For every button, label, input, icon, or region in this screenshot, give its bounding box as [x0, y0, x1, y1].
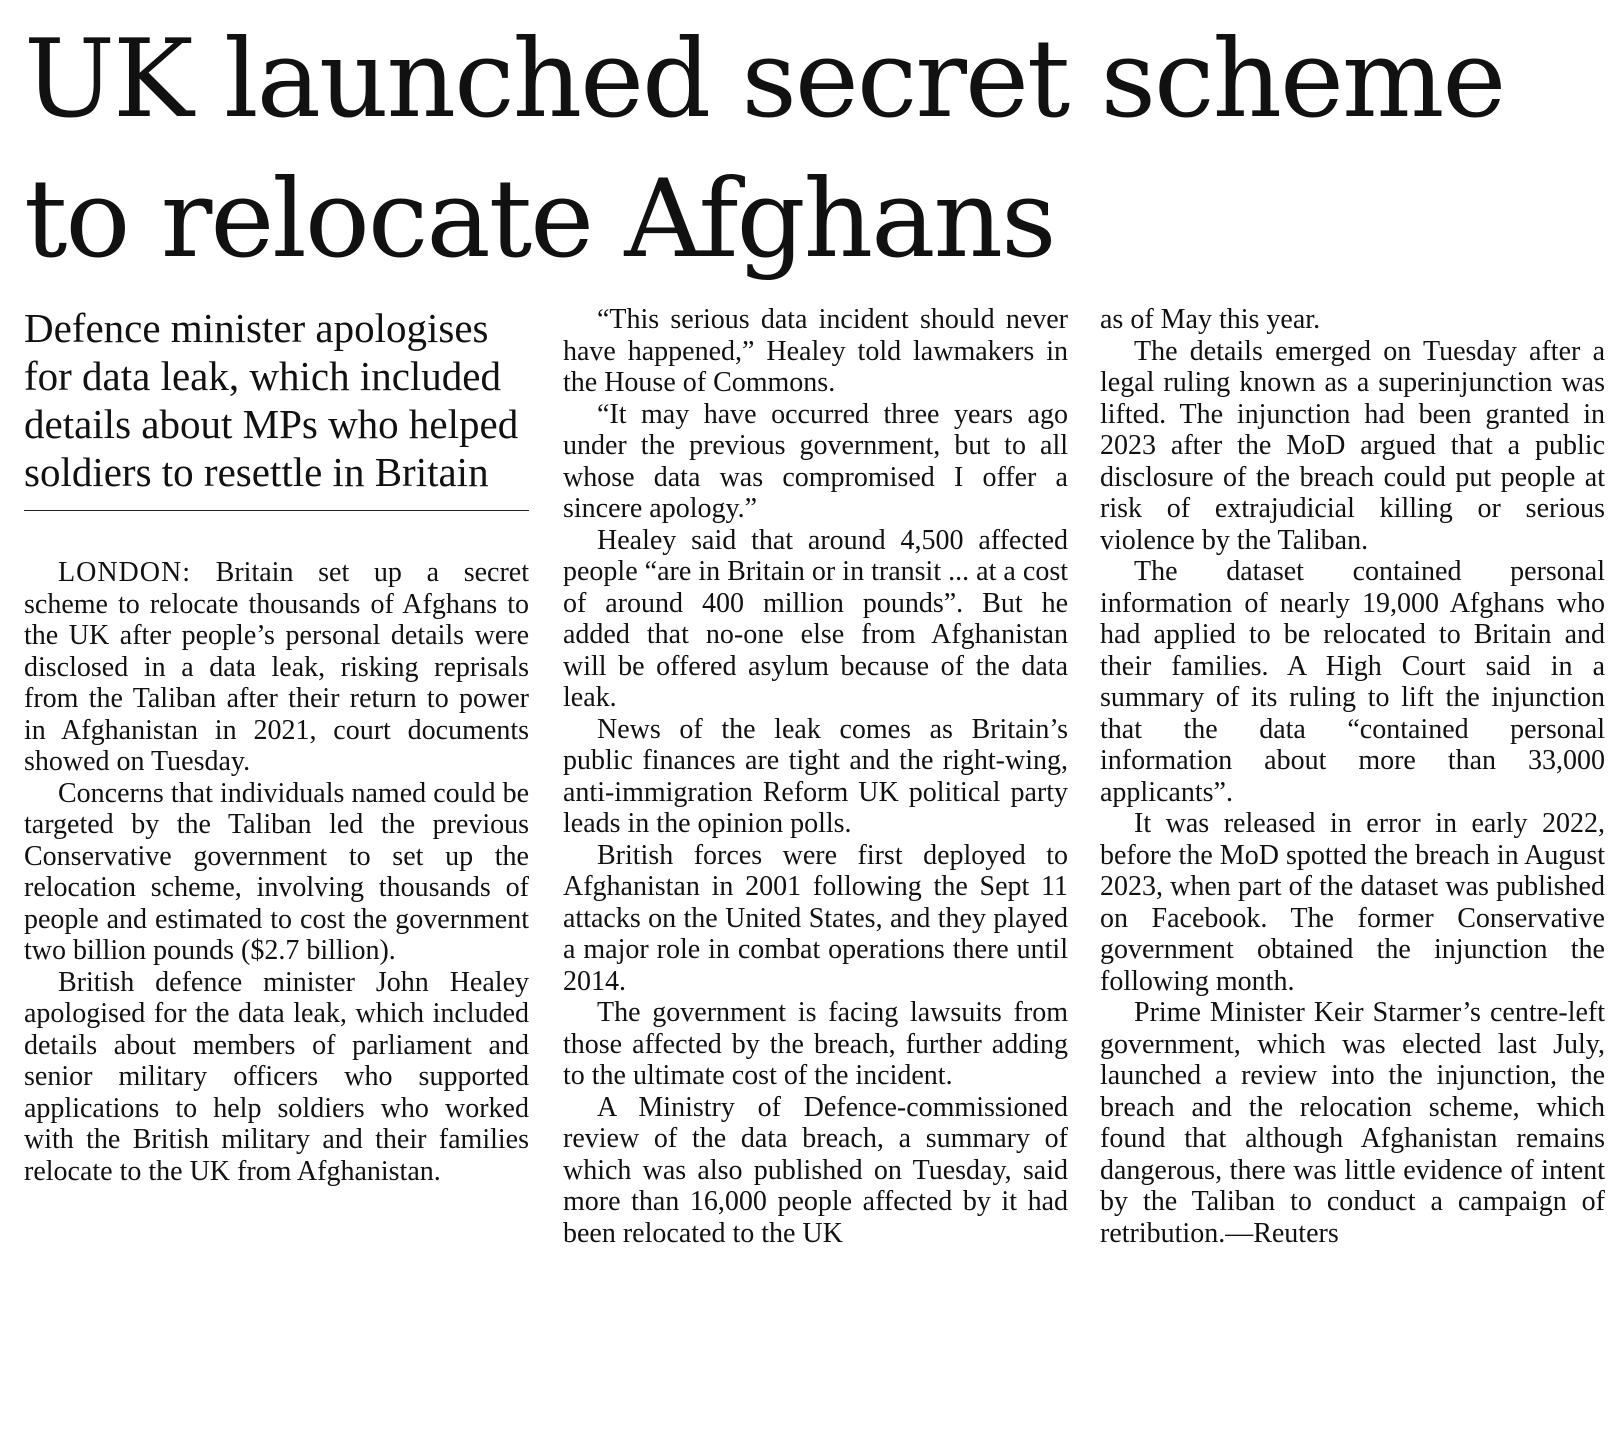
- headline: [24, 10, 1604, 290]
- article-paragraph: A Ministry of Defence-commissioned review of the data breach, a summary of which was also published on Tuesday, said more than 16,000 people affected by it had been relocated to the UK: [563, 1091, 1068, 1249]
- article-paragraph: “It may have occurred three years ago under the previous government, but to all whose data was compromised I offer a sincere apology.”: [563, 398, 1068, 524]
- article-paragraph: The dataset contained personal information of nearly 19,000 Afghans who had applied to be relocated to Britain and their families. A High Court said in a summary of its ruling to lift the injunction that the data “contained personal information about more than 33,000 applicants”.: [1100, 556, 1605, 808]
- dateline: LONDON:: [58, 557, 191, 588]
- article-column-2: [563, 304, 1068, 1249]
- lead-text: Britain set up a secret scheme to relocate thousands of Afghans to the UK after people’s personal details were disclosed in a data leak, risking reprisals from the Taliban after their return to power in Afghanistan in 2021, court documents showed on Tuesday.: [24, 557, 529, 777]
- article-paragraph: British forces were first deployed to Afghanistan in 2001 following the Sept 11 attacks on the United States, and they played a major role in combat operations there until 2014.: [563, 839, 1068, 997]
- article-paragraph: Concerns that individuals named could be targeted by the Taliban led the previous Conservative government to set up the relocation scheme, involving thousands of people and estimated to cost the government two billion pounds ($2.7 billion).: [24, 777, 529, 966]
- article-column-1: [24, 304, 529, 1187]
- article-paragraph: The government is facing lawsuits from those affected by the breach, further adding to the ultimate cost of the incident.: [563, 997, 1068, 1091]
- article-continuation: as of May this year.: [1100, 304, 1321, 335]
- article-paragraph: Healey said that around 4,500 affected people “are in Britain or in transit ... at a cost of around 400 million pounds”. But he added that no-one else from Afghanistan will be offered asylum because of the data leak.: [563, 524, 1068, 713]
- article-column-3: [1100, 304, 1605, 1249]
- article-paragraph: “This serious data incident should never have happened,” Healey told lawmakers in the House of Commons.: [563, 304, 1068, 398]
- article-paragraph: The details emerged on Tuesday after a legal ruling known as a superinjunction was lifted. The injunction had been granted in 2023 after the MoD argued that a public disclosure of the breach could put people at risk of extrajudicial killing or serious violence by the Taliban.: [1100, 335, 1605, 556]
- headline-line-2: to relocate Afghans: [24, 157, 1055, 282]
- article-paragraph: [24, 557, 529, 778]
- article-paragraph: Prime Minister Keir Starmer’s centre-left government, which was elected last July, launched a review into the injunction, the breach and the relocation scheme, which found that although Afghanistan remains dangerous, there was little evidence of intent by the Taliban to conduct a campaign of retribution.—Reuters: [1100, 997, 1605, 1249]
- article-paragraph: News of the leak comes as Britain’s public finances are tight and the right-wing, anti-immigration Reform UK political party leads in the opinion polls.: [563, 713, 1068, 839]
- headline-line-1: UK launched secret scheme: [24, 17, 1505, 142]
- article-paragraph: British defence minister John Healey apologised for the data leak, which included details about members of parliament and senior military officers who supported applications to help soldiers who worked with the British military and their families relocate to the UK from Afghanistan.: [24, 966, 529, 1187]
- subheadline: Defence minister apologises for data leak, which included details about MPs who helped soldiers to resettle in Britain: [24, 304, 529, 511]
- subheadline-spacer: [24, 511, 529, 557]
- article-paragraph: It was released in error in early 2022, before the MoD spotted the breach in August 2023, when part of the dataset was published on Facebook. The former Conservative government obtained the injunction the following month.: [1100, 808, 1605, 997]
